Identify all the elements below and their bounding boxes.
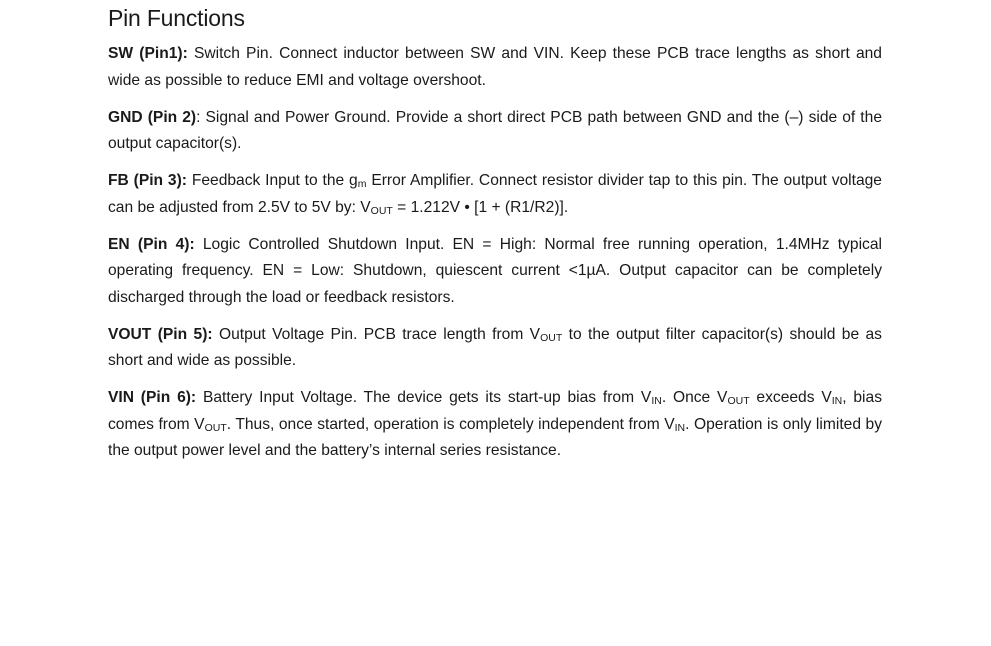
pin-functions-document (108, 3, 882, 475)
pin-text: Error Amplifier. Connect resistor divider tap to this pin. The output voltage can be adjusted from 2.5V to 5V by: V (108, 172, 882, 216)
pin-text: Battery Input Voltage. The device gets its start-up bias from V (196, 389, 652, 406)
pin-en-description (108, 232, 882, 312)
pin-name: VOUT (Pin 5): (108, 325, 213, 343)
pin-text: : Signal and Power Ground. Provide a short direct PCB path between GND and the (–) side of the output capacitor(s). (108, 108, 882, 152)
pin-text: to the output filter capacitor(s) should be as short and wide as possible. (108, 325, 882, 369)
subscript: OUT (370, 204, 393, 217)
pin-vout-description (108, 322, 882, 375)
subscript: OUT (540, 331, 563, 344)
pin-text: . Once V (661, 389, 728, 406)
pin-name: FB (Pin 3): (108, 172, 187, 189)
subscript: OUT (727, 395, 750, 407)
pin-sw-description (108, 41, 882, 94)
section-title: Pin Functions (108, 5, 245, 31)
pin-text: Feedback Input to the g (186, 172, 358, 189)
pin-name: SW (Pin1): (108, 45, 188, 62)
pin-text: Switch Pin. Connect inductor between SW and VIN. Keep these PCB trace lengths as short and wide as possible to reduce EMI and voltage overshoot. (108, 45, 882, 89)
pin-text: , bias comes from V (108, 389, 882, 433)
subscript: IN (674, 421, 686, 434)
subscript: OUT (204, 421, 227, 434)
pin-gnd-description (108, 105, 882, 158)
pin-name: VIN (Pin 6): (108, 389, 197, 406)
subscript: IN (831, 395, 843, 407)
pin-vin-description (108, 385, 882, 465)
pin-text: Output Voltage Pin. PCB trace length from V (212, 325, 541, 343)
pin-text: = 1.212V • [1 + (R1/R2)]. (392, 198, 569, 216)
pin-text: . Operation is only limited by the output power level and the battery’s internal series resistance. (108, 415, 882, 459)
pin-name: GND (Pin 2) (108, 108, 197, 126)
pin-text: Logic Controlled Shutdown Input. EN = High: Normal free running operation, 1.4MHz typical operating frequency. EN = Low: Shutdown, quiescent current <1µA. Output capacitor can be completely discharged through the load or feedback resistors. (108, 235, 882, 306)
subscript: m (357, 178, 367, 190)
pin-text: exceeds V (749, 389, 832, 406)
pin-name: EN (Pin 4): (108, 235, 195, 253)
pin-text: . Thus, once started, operation is completely independent from V (226, 415, 675, 433)
subscript: IN (651, 395, 662, 407)
pin-fb-description (108, 168, 882, 221)
